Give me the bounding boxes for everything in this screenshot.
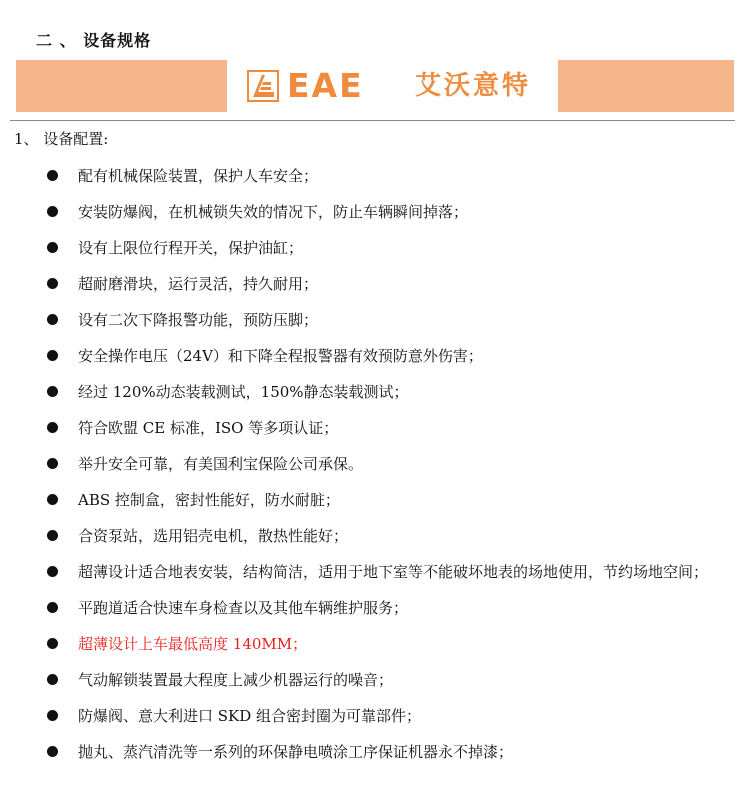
bullet-icon bbox=[47, 638, 58, 649]
list-item-text: 设有上限位行程开关，保护油缸； bbox=[78, 239, 304, 257]
list-item bbox=[0, 194, 750, 230]
list-item-text: ABS 控制盒，密封性能好，防水耐脏； bbox=[78, 491, 340, 509]
feature-list bbox=[0, 158, 750, 770]
bullet-icon bbox=[47, 314, 58, 325]
bullet-icon bbox=[47, 602, 58, 613]
bullet-icon bbox=[47, 206, 58, 217]
list-item-text: 气动解锁装置最大程度上减少机器运行的噪音； bbox=[78, 671, 394, 689]
list-item-text: 超耐磨滑块，运行灵活，持久耐用； bbox=[78, 275, 319, 293]
bullet-icon bbox=[47, 530, 58, 541]
list-item bbox=[0, 698, 750, 734]
bullet-icon bbox=[47, 746, 58, 757]
banner-band-right bbox=[558, 60, 734, 112]
list-item bbox=[0, 554, 750, 590]
list-item-text: 设有二次下降报警功能，预防压脚； bbox=[78, 311, 319, 329]
list-item bbox=[0, 158, 750, 194]
list-item-text: 超薄设计上车最低高度 140MM； bbox=[78, 635, 308, 653]
bullet-icon bbox=[47, 350, 58, 361]
list-item-text: 抛丸、蒸汽清洗等一系列的环保静电喷涂工序保证机器永不掉漆； bbox=[78, 743, 514, 761]
list-item-text: 经过 120%动态装载测试，150%静态装载测试； bbox=[78, 383, 409, 401]
list-item-text: 配有机械保险装置，保护人车安全； bbox=[78, 167, 319, 185]
bullet-icon bbox=[47, 278, 58, 289]
list-item bbox=[0, 230, 750, 266]
list-item-text: 符合欧盟 CE 标准，ISO 等多项认证； bbox=[78, 419, 339, 437]
banner-band-left bbox=[16, 60, 227, 112]
divider bbox=[10, 120, 735, 121]
list-item bbox=[0, 518, 750, 554]
list-item bbox=[0, 338, 750, 374]
bullet-icon bbox=[47, 674, 58, 685]
bullet-icon bbox=[47, 494, 58, 505]
logo-wordmark-chinese: 艾沃意特 bbox=[415, 71, 532, 101]
list-item-text: 防爆阀、意大利进口 SKD 组合密封圈为可靠部件； bbox=[78, 707, 422, 725]
list-item bbox=[0, 662, 750, 698]
bullet-icon bbox=[47, 242, 58, 253]
list-item bbox=[0, 734, 750, 770]
list-item-text: 平跑道适合快速车身检查以及其他车辆维护服务； bbox=[78, 599, 409, 617]
list-item-text: 举升安全可靠，有美国利宝保险公司承保。 bbox=[78, 455, 364, 473]
list-item bbox=[0, 410, 750, 446]
section-title: 二 、 设备规格 bbox=[36, 31, 152, 50]
bullet-icon bbox=[47, 710, 58, 721]
brand-logo bbox=[227, 60, 558, 112]
logo-mark-icon bbox=[247, 70, 279, 102]
list-item bbox=[0, 266, 750, 302]
bullet-icon bbox=[47, 170, 58, 181]
list-item bbox=[0, 482, 750, 518]
list-item-text: 合资泵站，选用铝壳电机，散热性能好； bbox=[78, 527, 349, 545]
list-item bbox=[0, 626, 750, 662]
subsection-heading: 1、 设备配置: bbox=[14, 130, 109, 148]
list-item bbox=[0, 590, 750, 626]
brand-banner bbox=[16, 60, 734, 112]
list-item-text: 安全操作电压（24V）和下降全程报警器有效预防意外伤害； bbox=[78, 347, 483, 365]
list-item bbox=[0, 446, 750, 482]
bullet-icon bbox=[47, 458, 58, 469]
bullet-icon bbox=[47, 386, 58, 397]
list-item bbox=[0, 374, 750, 410]
list-item-text: 安装防爆阀，在机械锁失效的情况下，防止车辆瞬间掉落； bbox=[78, 203, 469, 221]
list-item bbox=[0, 302, 750, 338]
list-item-text: 超薄设计适合地表安装，结构简洁，适用于地下室等不能破坏地表的场地使用，节约场地空间； bbox=[78, 563, 709, 581]
logo-wordmark-latin: EAE bbox=[287, 66, 364, 105]
bullet-icon bbox=[47, 566, 58, 577]
bullet-icon bbox=[47, 422, 58, 433]
